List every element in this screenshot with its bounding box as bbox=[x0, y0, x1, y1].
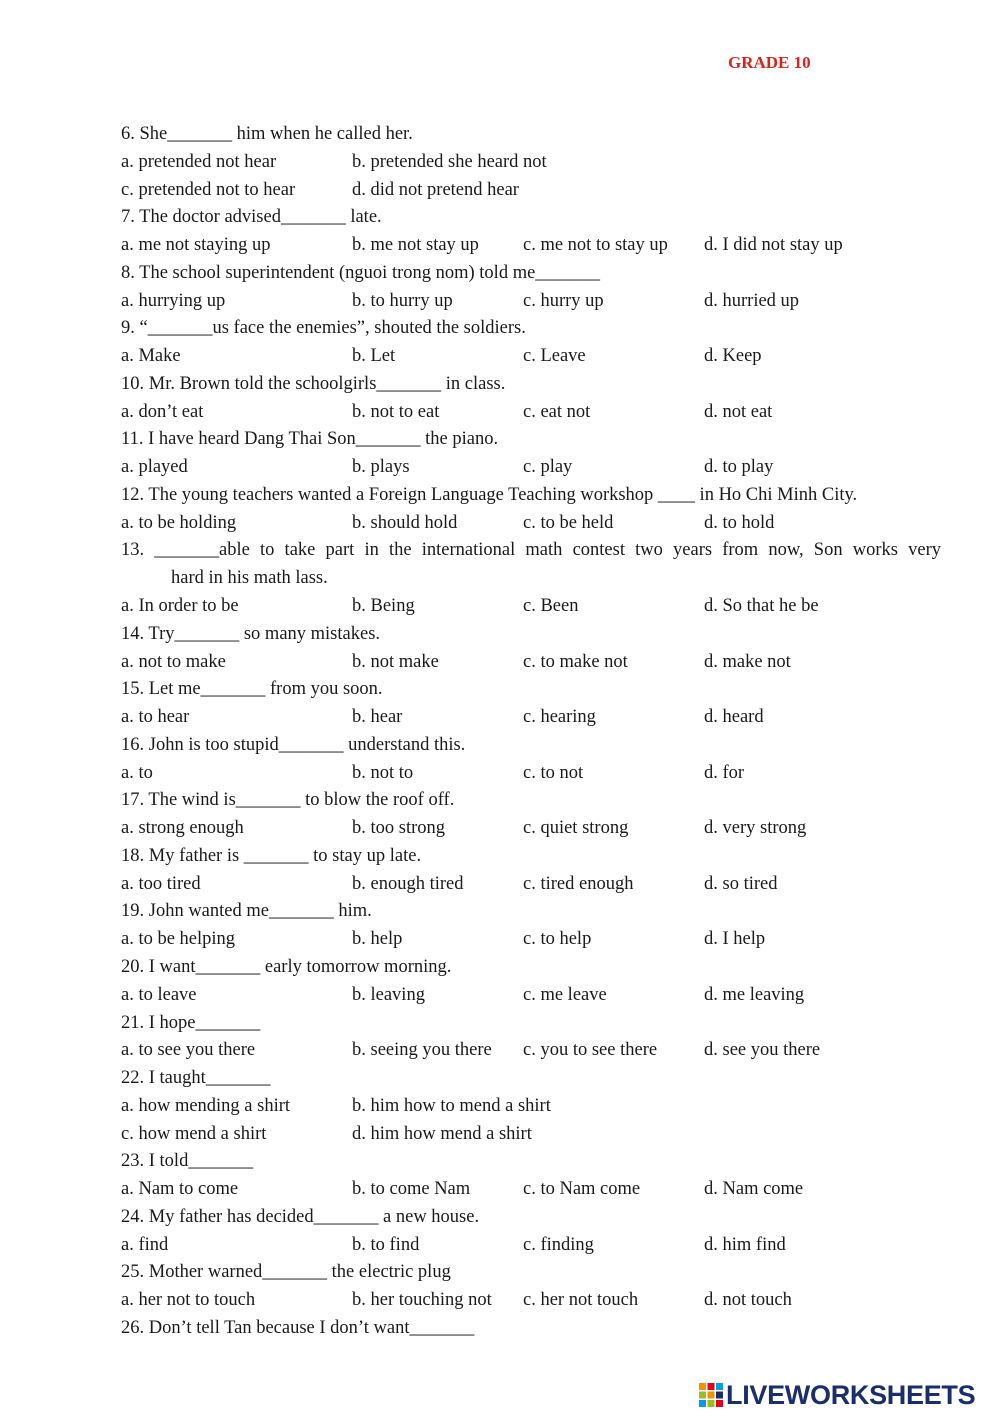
option-c[interactable]: c. to help bbox=[523, 929, 592, 950]
option-a[interactable]: a. to be helping bbox=[121, 929, 236, 950]
option-d[interactable]: d. to hold bbox=[704, 512, 775, 533]
option-a[interactable]: a. strong enough bbox=[121, 818, 244, 839]
question-text: 12. The young teachers wanted a Foreign Language Teaching workshop ____ in Ho Chi Minh City. bbox=[121, 484, 858, 505]
option-row bbox=[121, 232, 941, 260]
question-text: 13. _______able to take part in the international math contest two years from now, Son works very bbox=[121, 540, 941, 561]
option-d[interactable]: d. not touch bbox=[704, 1290, 792, 1311]
option-d[interactable]: d. So that he be bbox=[704, 596, 819, 617]
option-b[interactable]: b. to come Nam bbox=[352, 1179, 471, 1200]
option-d[interactable]: d. very strong bbox=[704, 818, 807, 839]
option-d[interactable]: d. him how mend a shirt bbox=[352, 1123, 532, 1144]
question-text: 16. John is too stupid_______ understand this. bbox=[121, 734, 466, 755]
option-d[interactable]: d. me leaving bbox=[704, 984, 805, 1005]
option-b[interactable]: b. not to bbox=[352, 762, 414, 783]
question-text: 19. John wanted me_______ him. bbox=[121, 901, 372, 922]
option-a[interactable]: a. not to make bbox=[121, 651, 226, 672]
question-text: 6. She_______ him when he called her. bbox=[121, 124, 413, 144]
option-c[interactable]: c. to be held bbox=[523, 512, 614, 533]
option-b[interactable]: b. help bbox=[352, 929, 403, 950]
option-c[interactable]: c. play bbox=[523, 457, 573, 478]
option-c[interactable]: c. Leave bbox=[523, 346, 586, 367]
option-b[interactable]: b. too strong bbox=[352, 818, 446, 839]
option-d[interactable]: d. see you there bbox=[704, 1040, 821, 1061]
option-b[interactable]: b. should hold bbox=[352, 512, 458, 533]
question-text-continued: hard in his math lass. bbox=[171, 568, 328, 589]
option-a[interactable]: a. Make bbox=[121, 346, 181, 367]
question-text: 22. I taught_______ bbox=[121, 1068, 271, 1089]
option-d[interactable]: d. make not bbox=[704, 651, 791, 672]
option-c[interactable]: c. hearing bbox=[523, 707, 596, 728]
option-d[interactable]: d. not eat bbox=[704, 401, 773, 422]
option-c[interactable]: c. tired enough bbox=[523, 873, 634, 894]
option-a[interactable]: a. pretended not hear bbox=[121, 151, 277, 172]
option-d[interactable]: d. I did not stay up bbox=[704, 235, 843, 256]
option-c[interactable]: c. me leave bbox=[523, 984, 607, 1005]
option-b[interactable]: b. to hurry up bbox=[352, 290, 453, 311]
option-b[interactable]: b. pretended she heard not bbox=[352, 151, 547, 172]
option-b[interactable]: b. not make bbox=[352, 651, 439, 672]
option-row bbox=[121, 704, 941, 732]
option-d[interactable]: d. I help bbox=[704, 929, 766, 950]
option-b[interactable]: b. seeing you there bbox=[352, 1040, 492, 1061]
option-row bbox=[121, 177, 941, 205]
question-text: 8. The school superintendent (nguoi trong nom) told me_______ bbox=[121, 262, 601, 283]
option-c[interactable]: c. her not touch bbox=[523, 1290, 639, 1311]
option-a[interactable]: a. don’t eat bbox=[121, 401, 204, 422]
option-d[interactable]: d. so tired bbox=[704, 873, 778, 894]
option-a[interactable]: a. to be holding bbox=[121, 512, 237, 533]
question-text: 14. Try_______ so many mistakes. bbox=[121, 623, 381, 644]
option-d[interactable]: d. to play bbox=[704, 457, 774, 478]
option-a[interactable]: a. In order to be bbox=[121, 596, 239, 617]
option-row bbox=[121, 343, 941, 371]
option-b[interactable]: b. Let bbox=[352, 346, 396, 367]
option-d[interactable]: d. hurried up bbox=[704, 290, 800, 311]
option-c[interactable]: c. hurry up bbox=[523, 290, 604, 311]
option-c[interactable]: c. you to see there bbox=[523, 1040, 658, 1061]
question-text: 17. The wind is_______ to blow the roof off. bbox=[121, 790, 455, 811]
question-text: 23. I told_______ bbox=[121, 1151, 254, 1172]
option-b[interactable]: b. enough tired bbox=[352, 873, 464, 894]
option-b[interactable]: b. Being bbox=[352, 596, 415, 617]
option-row bbox=[121, 1232, 941, 1260]
option-a[interactable]: a. to see you there bbox=[121, 1040, 256, 1061]
option-d[interactable]: d. him find bbox=[704, 1234, 786, 1255]
option-a[interactable]: a. hurrying up bbox=[121, 290, 226, 311]
option-c[interactable]: c. finding bbox=[523, 1234, 594, 1255]
option-c[interactable]: c. Been bbox=[523, 596, 579, 617]
option-row bbox=[121, 1093, 941, 1121]
option-row bbox=[121, 149, 941, 177]
option-c[interactable]: c. how mend a shirt bbox=[121, 1123, 267, 1144]
question-text: 9. “_______us face the enemies”, shouted the soldiers. bbox=[121, 318, 526, 339]
option-c[interactable]: c. pretended not to hear bbox=[121, 179, 296, 200]
option-a[interactable]: a. her not to touch bbox=[121, 1290, 256, 1311]
option-b[interactable]: b. not to eat bbox=[352, 401, 440, 422]
question-text: 10. Mr. Brown told the schoolgirls_______ in class. bbox=[121, 373, 506, 394]
option-row bbox=[121, 1037, 941, 1065]
option-row bbox=[121, 288, 941, 316]
option-a[interactable]: a. played bbox=[121, 457, 188, 478]
option-b[interactable]: b. me not stay up bbox=[352, 235, 479, 256]
option-b[interactable]: b. plays bbox=[352, 457, 410, 478]
question-text: 21. I hope_______ bbox=[121, 1012, 261, 1033]
option-row bbox=[121, 454, 941, 482]
liveworksheets-logo-text: LIVEWORKSHEETS bbox=[726, 1379, 976, 1410]
option-a[interactable]: a. Nam to come bbox=[121, 1179, 239, 1200]
question-text: 20. I want_______ early tomorrow morning. bbox=[121, 956, 452, 977]
question-text: 7. The doctor advised_______ late. bbox=[121, 207, 382, 228]
option-row bbox=[121, 1176, 941, 1204]
option-row bbox=[121, 871, 941, 899]
option-row bbox=[121, 926, 941, 954]
option-b[interactable]: b. leaving bbox=[352, 984, 425, 1005]
option-a[interactable]: a. find bbox=[121, 1234, 169, 1255]
grade-label: GRADE 10 bbox=[728, 53, 811, 72]
question-text: 11. I have heard Dang Thai Son_______ the piano. bbox=[121, 429, 499, 450]
liveworksheets-logo[interactable] bbox=[698, 1378, 975, 1412]
option-c[interactable]: c. eat not bbox=[523, 401, 591, 422]
option-b[interactable]: b. her touching not bbox=[352, 1290, 492, 1311]
option-row bbox=[121, 982, 941, 1010]
question-text: 25. Mother warned_______ the electric plug bbox=[121, 1262, 451, 1283]
option-c[interactable]: c. to make not bbox=[523, 651, 628, 672]
option-b[interactable]: b. to find bbox=[352, 1234, 420, 1255]
option-row bbox=[121, 510, 941, 538]
option-c[interactable]: c. to Nam come bbox=[523, 1179, 641, 1200]
option-b[interactable]: b. him how to mend a shirt bbox=[352, 1095, 551, 1116]
option-row bbox=[121, 649, 941, 677]
option-row bbox=[121, 1287, 941, 1315]
option-row bbox=[121, 760, 941, 788]
option-d[interactable]: d. heard bbox=[704, 707, 764, 728]
question-list bbox=[121, 121, 941, 1343]
question-text: 26. Don’t tell Tan because I don’t want_______ bbox=[121, 1317, 475, 1338]
option-a[interactable]: a. to leave bbox=[121, 984, 197, 1005]
option-d[interactable]: d. Nam come bbox=[704, 1179, 804, 1200]
option-a[interactable]: a. to bbox=[121, 762, 153, 783]
option-a[interactable]: a. to hear bbox=[121, 707, 190, 728]
option-row bbox=[121, 399, 941, 427]
option-a[interactable]: a. too tired bbox=[121, 873, 201, 894]
option-d[interactable]: d. for bbox=[704, 762, 745, 783]
question-text: 18. My father is _______ to stay up late. bbox=[121, 845, 422, 866]
liveworksheets-logo-icon bbox=[698, 1382, 724, 1408]
option-row bbox=[121, 593, 941, 621]
question-text: 24. My father has decided_______ a new house. bbox=[121, 1206, 480, 1227]
option-row bbox=[121, 815, 941, 843]
option-d[interactable]: d. did not pretend hear bbox=[352, 179, 519, 200]
option-a[interactable]: a. me not staying up bbox=[121, 235, 271, 256]
question-text: 15. Let me_______ from you soon. bbox=[121, 679, 383, 700]
option-row bbox=[121, 1121, 941, 1149]
option-b[interactable]: b. hear bbox=[352, 707, 403, 728]
option-d[interactable]: d. Keep bbox=[704, 346, 762, 367]
option-a[interactable]: a. how mending a shirt bbox=[121, 1095, 291, 1116]
option-c[interactable]: c. quiet strong bbox=[523, 818, 629, 839]
option-c[interactable]: c. me not to stay up bbox=[523, 235, 668, 256]
option-c[interactable]: c. to not bbox=[523, 762, 584, 783]
